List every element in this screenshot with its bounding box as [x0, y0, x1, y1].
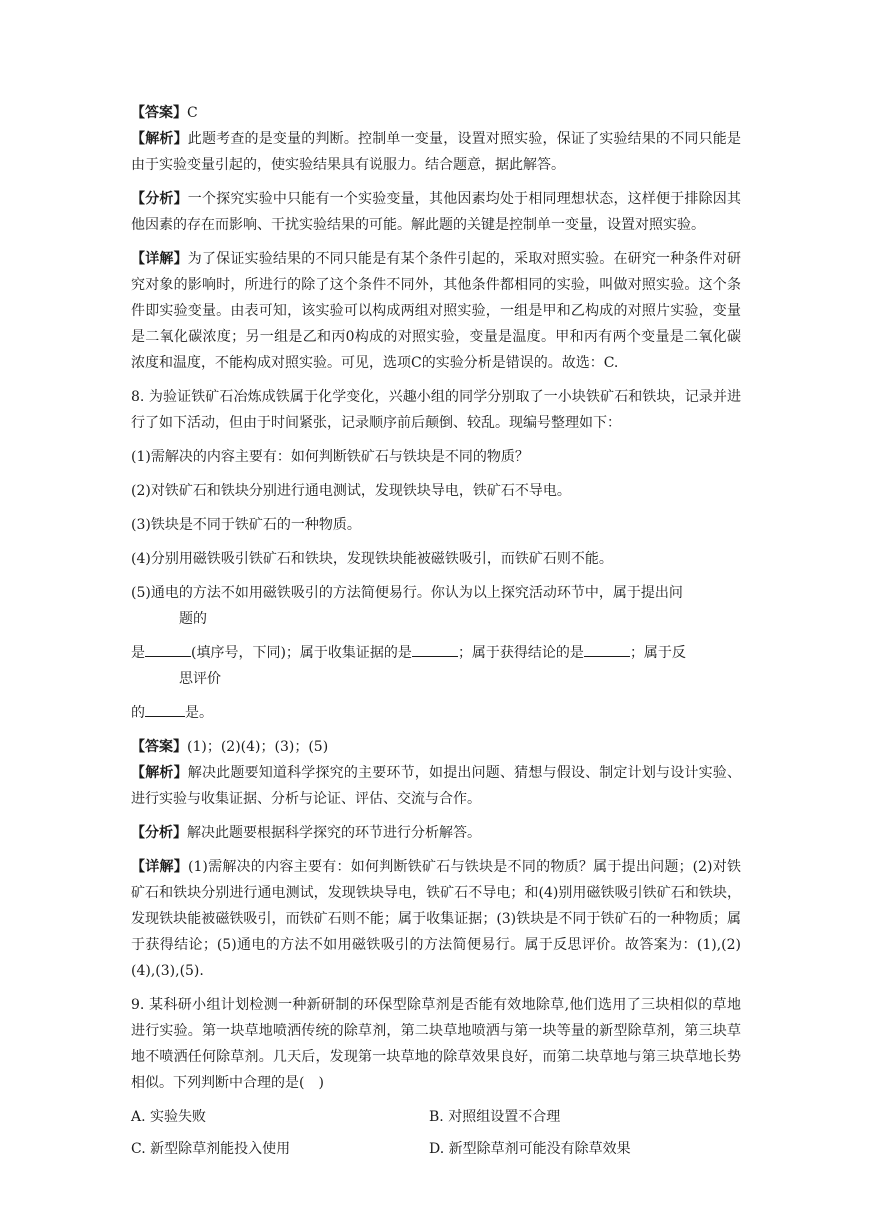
q7-analysis-text: 此题考查的是变量的判断。控制单一变量，设置对照实验，保证了实验结果的不同只能是由于实验变量引起的，使实验结果具有说服力。结合题意，据此解答。 — [131, 131, 742, 173]
q8-answer-blank-2[interactable] — [412, 640, 458, 657]
q9-option-c[interactable]: C. 新型除草剂能投入使用 — [131, 1141, 291, 1157]
q8-blank-text-a: 是 — [131, 645, 145, 661]
q7-fenxi — [131, 186, 741, 238]
q8-item-3: (3)铁块是不同于铁矿石的一种物质。 — [131, 517, 361, 533]
q8-blanks-line — [131, 640, 741, 692]
q7-detail — [131, 246, 741, 376]
q7-analysis — [131, 126, 741, 178]
q8-item-5-line1: (5)通电的方法不如用磁铁吸引的方法简便易行。你认为以上探究活动环节中，属于提出问 — [131, 585, 683, 601]
q7-detail-text: 为了保证实验结果的不同只能是有某个条件引起的，采取对照实验。在研究一种条件对研究对象的影响时，所进行的除了这个条件不同外，其他条件都相同的实验，叫做对照实验。这个条件即实验变量。由表可知，该实验可以构成两组对照实验，一组是甲和乙构成的对照片实验，变量是二氧化碳浓度；另一组是乙和丙0构成的对照实验，变量是温度。甲和丙有两个变量是二氧化碳浓度和温度，不能构成对照实验。可见，选项C的实验分析是错误的。故选：C. — [131, 251, 742, 371]
q8-blank-line-cont: 思评价 — [179, 671, 221, 687]
q9-option-a[interactable]: A. 实验失败 — [131, 1109, 207, 1125]
q8-answer-text: (1)；(2)(4)；(3)；(5) — [187, 739, 329, 755]
q8-analysis — [131, 760, 741, 812]
answer-tag: 【答案】 — [131, 739, 187, 755]
q9-stem: 9. 某科研小组计划检测一种新研制的环保型除草剂是否能有效地除草,他们选用了三块相似的草地进行实验。第一块草地喷洒传统的除草剂，第二块草地喷洒与第一块等量的新型除草剂，第三块草地不喷洒任何除草剂。几天后，发现第一块草地的除草效果良好，而第二块草地与第三块草地长势相似。下列判断中合理的是( ) — [131, 997, 741, 1091]
analysis-tag: 【解析】 — [131, 765, 188, 781]
q8-detail — [131, 854, 741, 984]
q8-blank-text-b: (填序号，下同)；属于收集证据的是 — [191, 645, 412, 661]
q7-answer — [131, 100, 741, 126]
q8-answer-blank-3[interactable] — [584, 640, 630, 657]
q8-answer-blank-1[interactable] — [145, 640, 191, 657]
q8-answer — [131, 734, 741, 760]
detail-tag: 【详解】 — [131, 859, 189, 875]
q8-blank-text-c: ；属于获得结论的是 — [457, 645, 584, 661]
q8-item-1: (1)需解决的内容主要有：如何判断铁矿石与铁块是不同的物质？ — [131, 449, 529, 465]
detail-tag: 【详解】 — [131, 251, 188, 267]
document-page — [131, 100, 741, 1162]
q8-stem: 8. 为验证铁矿石冶炼成铁属于化学变化，兴趣小组的同学分别取了一小块铁矿石和铁块，记录并进行了如下活动，但由于时间紧张，记录顺序前后颠倒、较乱。现编号整理如下： — [131, 389, 741, 431]
q9-option-d[interactable]: D. 新型除草剂可能没有除草效果 — [429, 1141, 631, 1157]
q8-fenxi — [131, 820, 741, 846]
q8-answer-blank-4[interactable] — [145, 700, 185, 717]
q8-last-text-b: 是。 — [185, 705, 213, 721]
analysis-tag: 【解析】 — [131, 131, 188, 147]
q8-item-4: (4)分别用磁铁吸引铁矿石和铁块，发现铁块能被磁铁吸引，而铁矿石则不能。 — [131, 551, 613, 567]
fenxi-tag: 【分析】 — [131, 825, 187, 841]
fenxi-tag: 【分析】 — [131, 191, 188, 207]
q8-last-line — [131, 700, 741, 726]
q9-options — [131, 1104, 741, 1162]
q7-fenxi-text: 一个探究实验中只能有一个实验变量，其他因素均处于相同理想状态，这样便于排除因其他因素的存在而影响、干扰实验结果的可能。解此题的关键是控制单一变量，设置对照实验。 — [131, 191, 742, 233]
q8-fenxi-text: 解决此题要根据科学探究的环节进行分析解答。 — [187, 825, 481, 841]
q8-item-2: (2)对铁矿石和铁块分别进行通电测试，发现铁块导电，铁矿石不导电。 — [131, 483, 571, 499]
q8-blank-text-d: ；属于反 — [629, 645, 686, 661]
q9-option-b[interactable]: B. 对照组设置不合理 — [429, 1109, 561, 1125]
q7-answer-text: C — [187, 105, 198, 121]
q8-item-5 — [131, 580, 741, 632]
q8-detail-text: (1)需解决的内容主要有：如何判断铁矿石与铁块是不同的物质？属于提出问题；(2)对铁矿石和铁块分别进行通电测试，发现铁块导电，铁矿石不导电；和(4)别用磁铁吸引铁矿石和铁块，发现铁块能被磁铁吸引，而铁矿石则不能；属于收集证据；(3)铁块是不同于铁矿石的一种物质；属于获得结论；(5)通电的方法不如用磁铁吸引的方法简便易行。属于反思评价。故答案为：(1),(2)(4),(3),(5). — [131, 859, 742, 979]
q8-item-5-line2: 题的 — [179, 611, 207, 627]
q8-last-text-a: 的 — [131, 705, 145, 721]
answer-tag: 【答案】 — [131, 105, 187, 121]
q8-analysis-text: 解决此题要知道科学探究的主要环节，如提出问题、猜想与假设、制定计划与设计实验、进行实验与收集证据、分析与论证、评估、交流与合作。 — [131, 765, 742, 807]
